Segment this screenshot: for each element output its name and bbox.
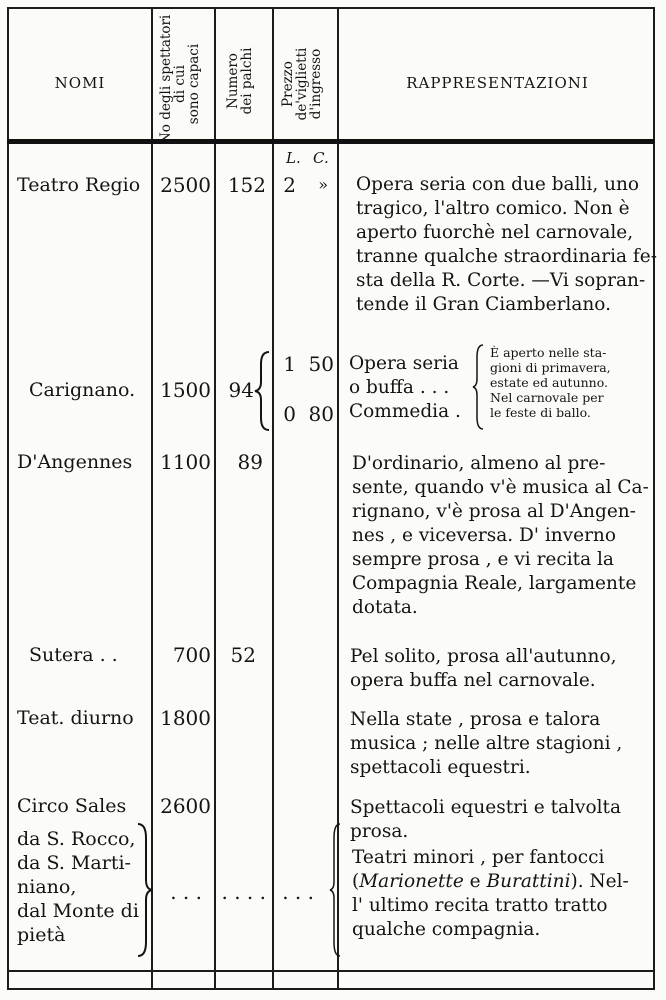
row-rappresentazioni: Opera seria con due balli, uno tragico, l'altro comico. Non è aperto fuorchè nel carnovale, tranne qualche straordinaria fe- sta della R. Corte. —Vi sopran- tende il Gran Ciamberlano. <box>356 174 657 315</box>
row-spettatori: 2500 <box>160 173 211 197</box>
row-name: Sutera . . <box>29 644 118 666</box>
row-prezzo: . . . <box>282 880 314 904</box>
price-brace <box>253 350 273 432</box>
row-spettatori: 1800 <box>160 706 211 730</box>
row-name: da S. Rocco, da S. Marti- niano, dal Monte di pietà <box>17 828 139 946</box>
header-palchi: Numero dei palchi <box>225 47 255 115</box>
currency-lire: L. <box>286 149 301 167</box>
rep-brace <box>329 822 343 958</box>
row-palchi: 94 <box>228 378 254 402</box>
row-prezzo-l: 1 <box>283 352 296 376</box>
row-palchi: 89 <box>237 450 263 474</box>
row-prezzo-l: 0 <box>283 402 296 426</box>
row-rappresentazioni: Opera seria o buffa . . . Commedia . <box>349 353 461 422</box>
row-rappresentazioni: D'ordinario, almeno al pre- sente, quando v'è musica al Ca- rignano, v'è prosa al D'Angen- nes , e viceversa. D' inverno sempre prosa , e vi recita la Compagnia Reale, largamente dotata. <box>352 453 649 618</box>
bottom-rule <box>7 970 655 972</box>
row-name: Circo Sales <box>17 795 127 817</box>
row-rappresentazioni: Teatri minori , per fantocci (Marionette e Burattini). Nel- l' ultimo recita tratto tratto qualche compagnia. <box>352 847 629 940</box>
header-nomi: NOMI <box>54 74 106 92</box>
row-prezzo-l: 2 <box>283 173 296 197</box>
row-spettatori: 700 <box>172 643 211 667</box>
row-name: Carignano. <box>29 379 136 401</box>
row-note: È aperto nelle sta- gioni di primavera, estate ed autunno. Nel carnovale per le feste di ballo. <box>490 345 611 420</box>
row-name: Teat. diurno <box>17 707 134 729</box>
row-prezzo-c: » <box>318 175 328 194</box>
row-prezzo-c: 50 <box>308 352 334 376</box>
header-rappresentazioni: RAPPRESENTAZIONI <box>406 74 589 92</box>
row-palchi: . . . . <box>221 880 266 904</box>
header-prezzo: Prezzo de'viglietti d'ingresso <box>280 47 324 121</box>
row-spettatori: 1100 <box>160 450 211 474</box>
note-brace <box>472 343 486 431</box>
row-name: D'Angennes <box>17 451 133 473</box>
column-divider <box>214 7 216 990</box>
row-name: Teatro Regio <box>17 174 141 196</box>
row-spettatori: 2600 <box>160 794 211 818</box>
name-brace <box>136 822 154 958</box>
header-spettatori: No degli spettatori di cui sono capaci <box>158 14 202 144</box>
header-rule <box>7 139 655 144</box>
row-palchi: 152 <box>227 173 266 197</box>
row-prezzo-c: 80 <box>308 402 334 426</box>
row-palchi: 52 <box>230 643 256 667</box>
currency-centesimi: C. <box>313 149 329 167</box>
row-rappresentazioni: Spettacoli equestri e talvolta prosa. <box>350 797 621 842</box>
row-spettatori: 1500 <box>160 378 211 402</box>
row-rappresentazioni: Pel solito, prosa all'autunno, opera buffa nel carnovale. <box>350 646 617 691</box>
row-spettatori: . . . <box>170 880 202 904</box>
column-divider <box>272 7 274 990</box>
row-rappresentazioni: Nella state , prosa e talora musica ; nelle altre stagioni , spettacoli equestri. <box>350 709 623 778</box>
